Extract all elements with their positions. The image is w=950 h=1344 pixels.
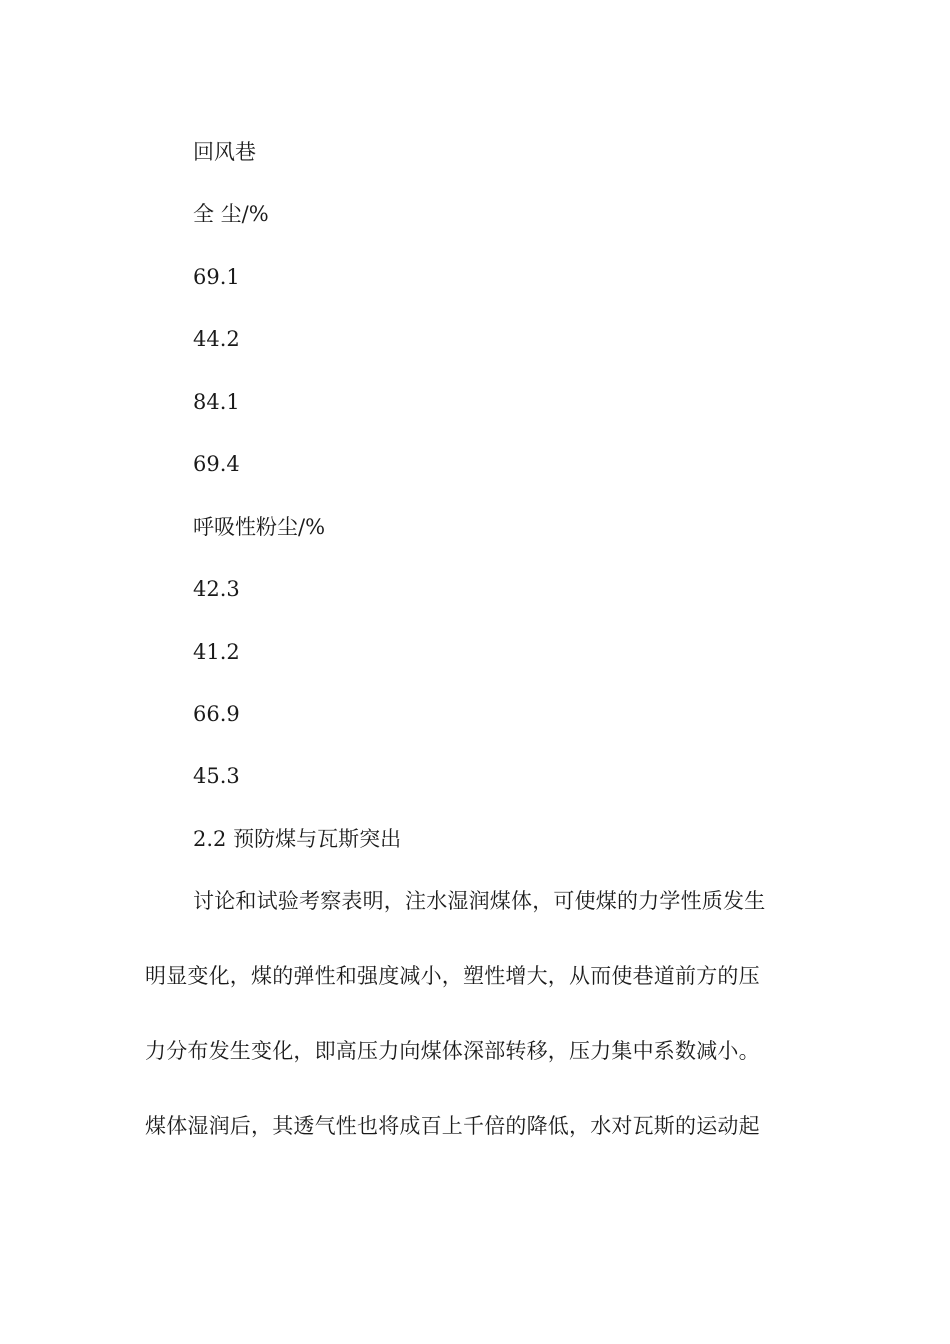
- table-value: 44.2: [193, 327, 240, 351]
- table-value: 66.9: [193, 702, 240, 726]
- table-row-label-return-airway: 回风巷: [193, 140, 256, 164]
- table-value: 69.1: [193, 265, 240, 289]
- table-value: 42.3: [193, 577, 240, 601]
- table-value: 41.2: [193, 640, 240, 664]
- paragraph-line: 力分布发生变化，即高压力向煤体深部转移，压力集中系数减小。: [145, 1039, 760, 1063]
- table-value: 69.4: [193, 452, 240, 476]
- table-row-label-respirable-dust: 呼吸性粉尘/%: [193, 515, 326, 539]
- section-heading: 2.2 预防煤与瓦斯突出: [193, 827, 402, 851]
- table-row-label-total-dust: 全 尘/%: [193, 202, 269, 226]
- table-value: 84.1: [193, 390, 240, 414]
- paragraph-line: 煤体湿润后，其透气性也将成百上千倍的降低，水对瓦斯的运动起: [145, 1114, 760, 1138]
- paragraph-line: 明显变化，煤的弹性和强度减小，塑性增大，从而使巷道前方的压: [145, 964, 760, 988]
- paragraph-line: 讨论和试验考察表明，注水湿润煤体，可使煤的力学性质发生: [193, 889, 766, 913]
- table-value: 45.3: [193, 764, 240, 788]
